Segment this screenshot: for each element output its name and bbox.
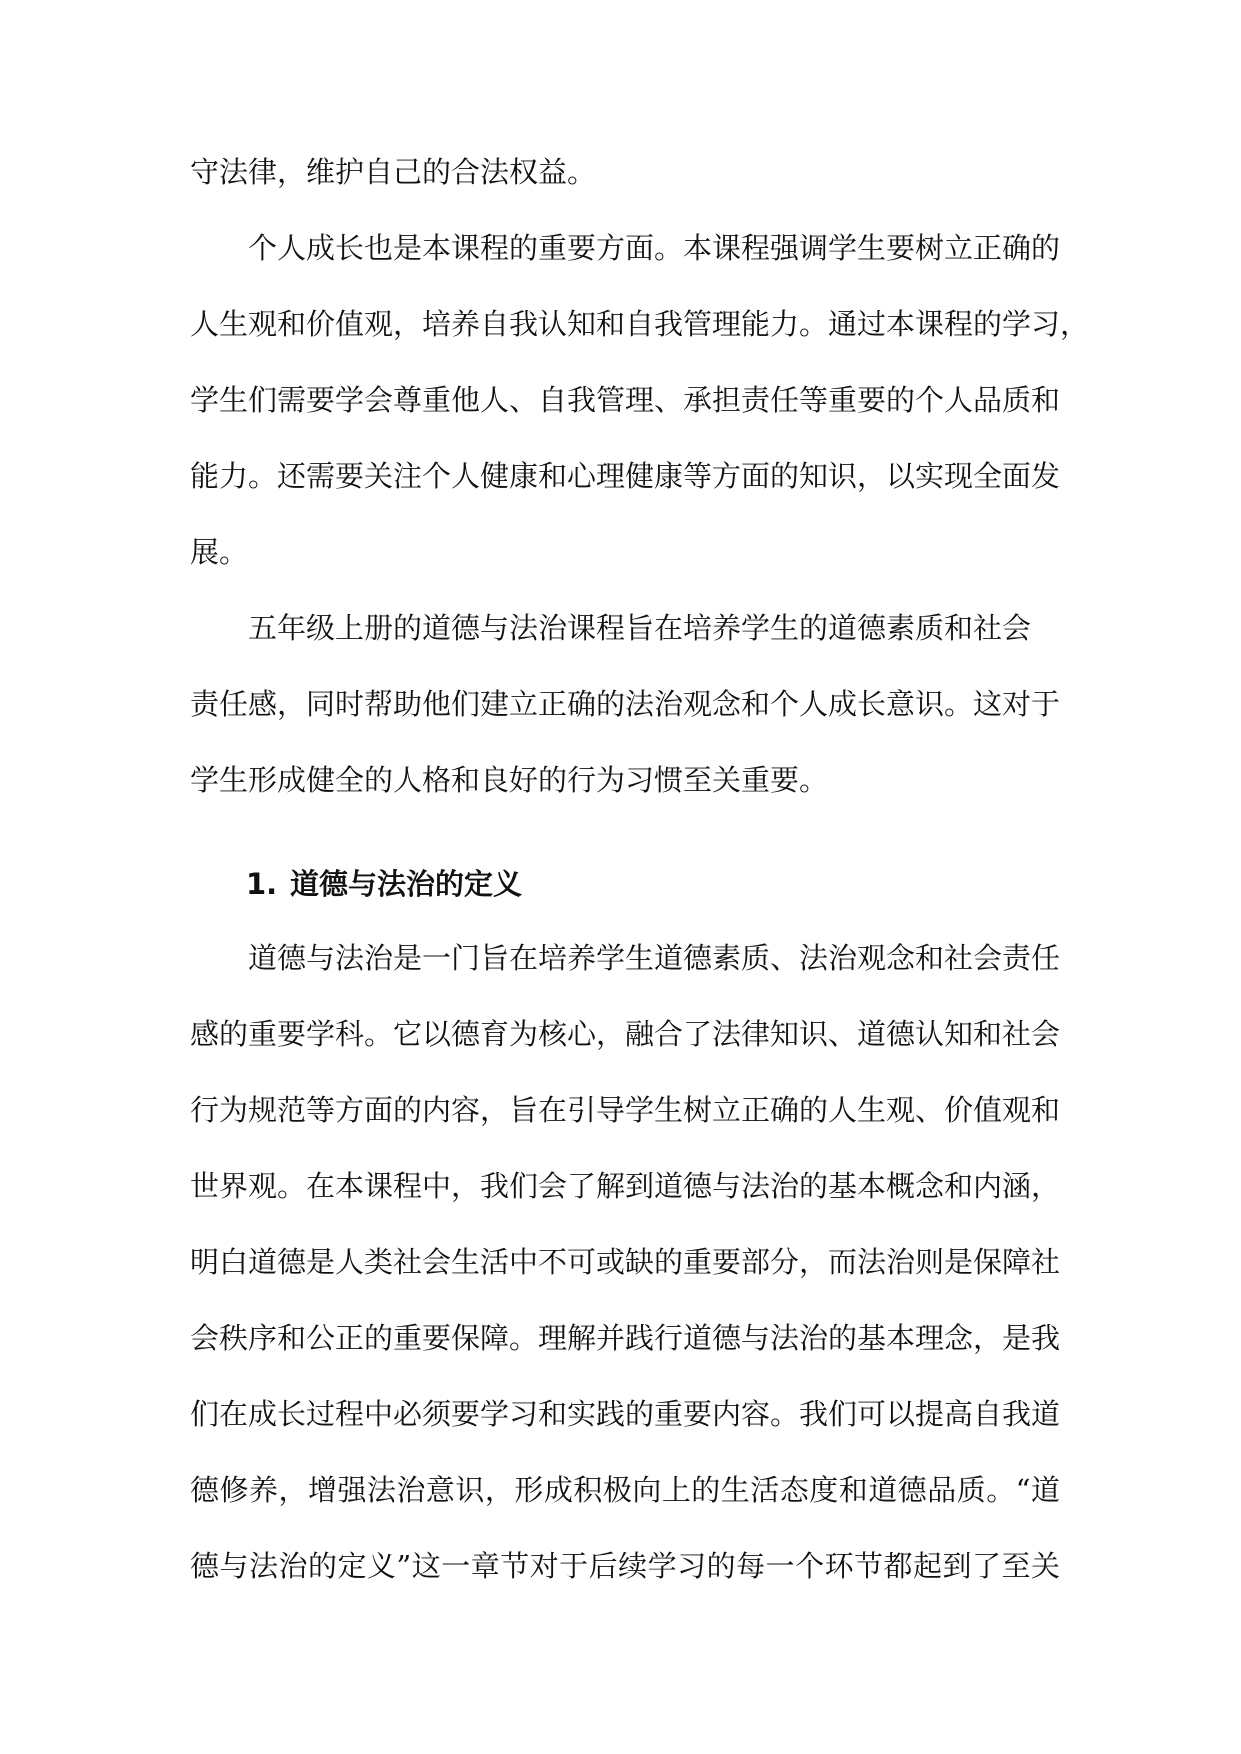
paragraph-line: 责任感，同时帮助他们建立正确的法治观念和个人成长意识。这对于	[190, 687, 1061, 721]
paragraph-line: 德修养，增强法治意识，形成积极向上的生活态度和道德品质。“道	[190, 1473, 1060, 1507]
paragraph-line: 人生观和价值观，培养自我认知和自我管理能力。通过本课程的学习，	[190, 307, 1090, 341]
paragraph-line: 五年级上册的道德与法治课程旨在培养学生的道德素质和社会	[248, 611, 1032, 645]
paragraph-line: 德与法治的定义”这一章节对于后续学习的每一个环节都起到了至关	[190, 1549, 1060, 1583]
paragraph-line: 学生形成健全的人格和良好的行为习惯至关重要。	[190, 763, 829, 797]
paragraph-line: 感的重要学科。它以德育为核心，融合了法律知识、道德认知和社会	[190, 1017, 1061, 1051]
paragraph-line: 能力。还需要关注个人健康和心理健康等方面的知识，以实现全面发	[190, 459, 1061, 493]
paragraph-line: 行为规范等方面的内容，旨在引导学生树立正确的人生观、价值观和	[190, 1093, 1061, 1127]
paragraph-line: 明白道德是人类社会生活中不可或缺的重要部分，而法治则是保障社	[190, 1245, 1061, 1279]
paragraph-line: 世界观。在本课程中，我们会了解到道德与法治的基本概念和内涵，	[190, 1169, 1061, 1203]
paragraph-line: 会秩序和公正的重要保障。理解并践行道德与法治的基本理念，是我	[190, 1321, 1061, 1355]
section-number: 1.	[246, 867, 278, 901]
section-heading	[246, 864, 522, 904]
paragraph-line: 道德与法治是一门旨在培养学生道德素质、法治观念和社会责任	[248, 941, 1061, 975]
paragraph-line: 个人成长也是本课程的重要方面。本课程强调学生要树立正确的	[248, 231, 1061, 265]
paragraph-line: 展。	[190, 535, 249, 569]
paragraph-line: 学生们需要学会尊重他人、自我管理、承担责任等重要的个人品质和	[190, 383, 1061, 417]
paragraph-line: 们在成长过程中必须要学习和实践的重要内容。我们可以提高自我道	[190, 1397, 1061, 1431]
section-title: 道德与法治的定义	[290, 867, 523, 901]
paragraph-line: 守法律，维护自己的合法权益。	[190, 155, 597, 189]
